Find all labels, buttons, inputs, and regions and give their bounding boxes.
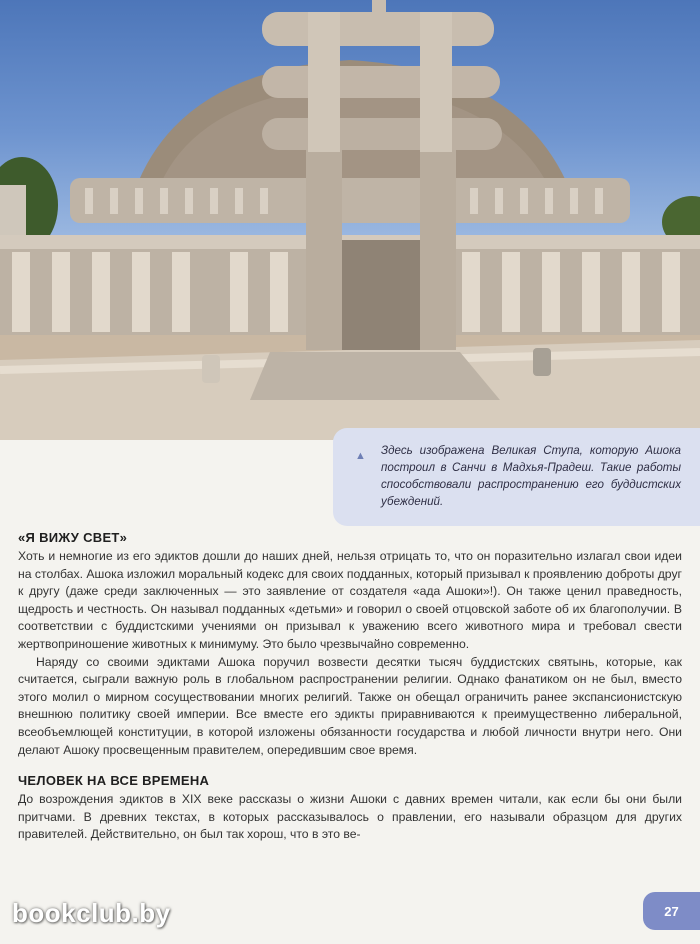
- watermark: bookclub.by: [12, 898, 171, 928]
- caption-text: Здесь изображена Великая Ступа, которую Ашока построил в Санчи в Мадхья-Прадеш. Такие работы способствовали распространению его буддистских убеждений.: [381, 444, 681, 508]
- article-body: [18, 530, 682, 844]
- page-number-tab: [643, 892, 700, 930]
- paragraph: Наряду со своими эдиктами Ашока поручил возвести десятки тысяч буддистских святынь, которые, как считается, сыграли важную роль в глобальном распространении религии. Однако фанатиком он не был, вместо этого молил о мирном сосуществовании многих религий. Также он обещал ограничить ранее экспансионистскую внешнюю политику своей империи. Все вместе его эдикты приравниваются к преимущественно либеральной, всеобъемлющей конституции, в которой изложены обязанности государства и любой личности внутри него. Они делают Ашоку просвещенным правителем, опередившим свое время.: [18, 654, 682, 757]
- section-heading: ЧЕЛОВЕК НА ВСЕ ВРЕМЕНА: [18, 773, 210, 789]
- section-heading: «Я ВИЖУ СВЕТ»: [18, 530, 128, 545]
- paragraph: Хоть и немногие из его эдиктов дошли до наших дней, нельзя отрицать то, что он поразительно излагал свои идеи на столбах. Ашока изложил моральный кодекс для своих подданных, который призывал к проявлению доброты друг к другу (даже среди заключенных — это заявление от создателя «ада Ашоки»!). Он также ценил праведность, щедрость и честность. Он называл подданных «детьми» и говорил о своей отцовской заботе об их благополучии. В соответствии с буддистскими учениями он призывал к уважению всего животного мира и требовал свести жертвоприношение животных к минимуму. Это было чрезвычайно современно.: [18, 549, 682, 651]
- page-number: 27: [664, 903, 679, 919]
- caption-marker-icon: ▲: [355, 450, 366, 462]
- paragraph: До возрождения эдиктов в XIX веке рассказы о жизни Ашоки с давних времен читали, как если бы они были притчами. В древних текстах, в которых рассказывалось о правлении, его называли образцом для других правителей. Действительно, он был так хорош, что в это ве-: [18, 792, 682, 842]
- photo-caption: [333, 428, 700, 526]
- great-stupa-illustration: [0, 0, 700, 440]
- stupa-photo: [0, 0, 700, 440]
